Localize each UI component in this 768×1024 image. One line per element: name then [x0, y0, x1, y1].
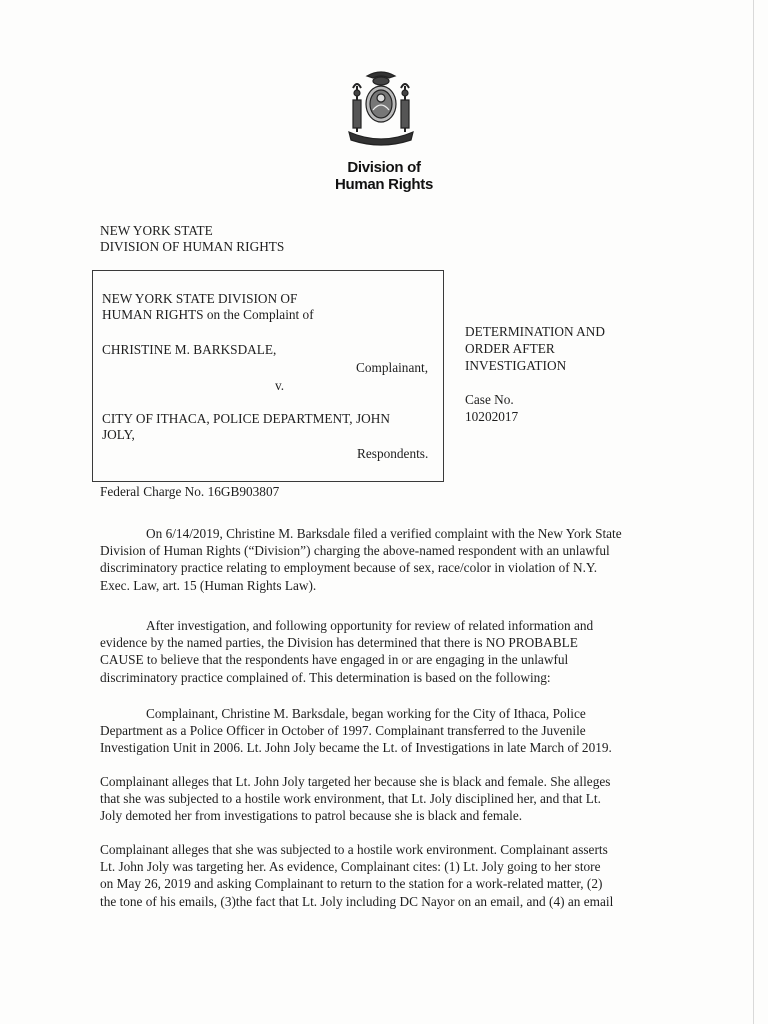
paragraph-complaint-filed — [100, 525, 665, 594]
paragraph-employment-history — [100, 705, 665, 757]
paragraph-line: Division of Human Rights (“Division”) charging the above-named respondent with an unlawful — [100, 543, 610, 559]
determination-title-line2: ORDER AFTER — [465, 341, 555, 356]
complainant-role: Complainant, — [356, 360, 429, 375]
agency-name-line1: Division of — [347, 159, 421, 176]
caption-complaint-line2: HUMAN RIGHTS on the Complaint of — [102, 307, 314, 322]
case-number-label: Case No. — [465, 392, 514, 407]
complainant-name: CHRISTINE M. BARKSDALE, — [102, 342, 277, 357]
paragraph-line: On 6/14/2019, Christine M. Barksdale filed a verified complaint with the New York State — [146, 526, 622, 541]
case-number: 10202017 — [465, 409, 519, 424]
paragraph-line: the tone of his emails, (3)the fact that Lt. Joly including DC Nayor on an email, and (4) an email — [100, 893, 614, 909]
state-seal-icon — [343, 66, 419, 148]
scan-edge-line — [753, 0, 754, 1024]
paragraph-line: CAUSE to believe that the respondents have engaged in or are engaging in the unlawful — [100, 652, 569, 668]
respondent-line2: JOLY, — [102, 427, 135, 442]
paragraph-line: that she was subjected to a hostile work environment, that Lt. Joly disciplined her, and that Lt. — [100, 791, 601, 807]
respondent-role: Respondents. — [357, 446, 429, 461]
paragraph-line: Lt. John Joly was targeting her. As evidence, Complainant cites: (1) Lt. Joly going to her store — [100, 859, 601, 875]
paragraph-line: Joly demoted her from investigations to patrol because she is black and female. — [100, 808, 523, 824]
paragraph-line: Investigation Unit in 2006. Lt. John Joly became the Lt. of Investigations in late March of 2019. — [100, 740, 612, 756]
paragraph-allegations — [100, 773, 665, 825]
paragraph-line: Complainant, Christine M. Barksdale, began working for the City of Ithaca, Police — [146, 706, 586, 721]
paragraph-line: Department as a Police Officer in October of 1997. Complainant transferred to the Juvenile — [100, 723, 586, 739]
caption-complaint-line1: NEW YORK STATE DIVISION OF — [102, 291, 298, 306]
paragraph-line: Exec. Law, art. 15 (Human Rights Law). — [100, 577, 317, 593]
paragraph-line: Complainant alleges that she was subjected to a hostile work environment. Complainant asserts — [100, 842, 608, 857]
paragraph-line: evidence by the named parties, the Division has determined that there is NO PROBABLE — [100, 635, 578, 651]
respondent-line1: CITY OF ITHACA, POLICE DEPARTMENT, JOHN — [102, 411, 390, 426]
paragraph-line: discriminatory practice relating to employment because of sex, race/color in violation of N.Y. — [100, 560, 598, 576]
paragraph-line: discriminatory practice complained of. This determination is based on the following: — [100, 669, 551, 685]
determination-title-line1: DETERMINATION AND — [465, 324, 605, 339]
paragraph-hostile-environment — [100, 841, 665, 910]
paragraph-line: on May 26, 2019 and asking Complainant to return to the station for a work-related matter, (2) — [100, 876, 603, 892]
federal-charge-number: Federal Charge No. 16GB903807 — [100, 484, 280, 499]
paragraph-line: Complainant alleges that Lt. John Joly targeted her because she is black and female. She alleges — [100, 774, 611, 789]
heading-line2: DIVISION OF HUMAN RIGHTS — [100, 239, 285, 254]
agency-name-line2: Human Rights — [334, 176, 434, 193]
heading-line1: NEW YORK STATE — [100, 223, 213, 238]
versus: v. — [275, 378, 285, 393]
paragraph-determination — [100, 617, 665, 686]
paragraph-line: After investigation, and following opportunity for review of related information and — [146, 618, 594, 633]
determination-title-line3: INVESTIGATION — [465, 358, 567, 373]
